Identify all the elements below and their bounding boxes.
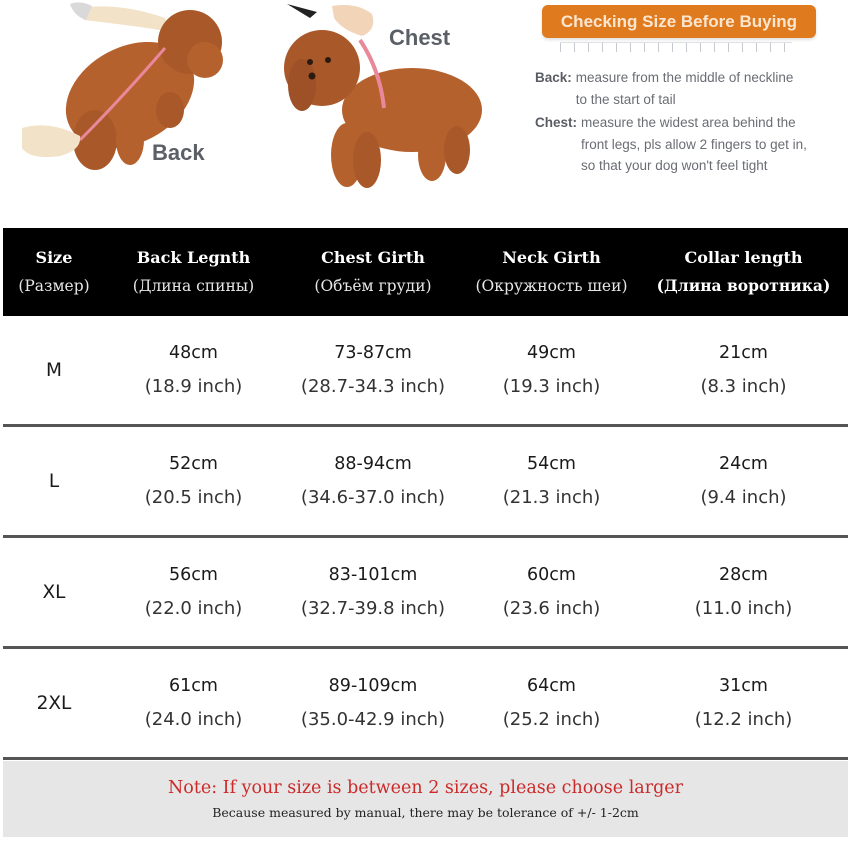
- size-note: [3, 761, 848, 837]
- guide-back-term: Back:: [535, 70, 572, 85]
- table-row: [3, 316, 848, 427]
- collar-length-cell: 21cm (8.3 inch): [700, 343, 787, 397]
- guide-chest-line: front legs, pls allow 2 fingers to get in,: [581, 136, 807, 152]
- guide-chest: [535, 112, 845, 177]
- note-main-text: Note: If your size is between 2 sizes, please choose larger: [167, 778, 684, 798]
- collar-length-cell: 31cm (12.2 inch): [694, 676, 793, 730]
- size-cell: M: [46, 359, 62, 381]
- back-measure-illustration: [0, 0, 260, 200]
- table-header: [3, 228, 848, 316]
- guide-back-line: measure from the middle of neckline: [575, 70, 794, 85]
- header-size: Size (Размер): [18, 248, 90, 295]
- neck-girth-cell: 54cm (21.3 inch): [502, 454, 601, 508]
- poodle-back-image-icon: [0, 0, 260, 200]
- size-cell: L: [48, 470, 60, 492]
- table-row: [3, 538, 848, 649]
- table-row: [3, 427, 848, 538]
- table-row: [3, 649, 848, 760]
- chest-girth-cell: 73-87cm (28.7-34.3 inch): [300, 343, 446, 397]
- back-length-cell: 56cm (22.0 inch): [144, 565, 243, 619]
- header-neck-girth: Neck Girth (Окружность шеи): [475, 248, 628, 295]
- size-chart-table: [3, 228, 848, 760]
- neck-girth-cell: 64cm (25.2 inch): [502, 676, 601, 730]
- back-length-cell: 52cm (20.5 inch): [144, 454, 243, 508]
- checking-size-banner: Checking Size Before Buying: [542, 5, 816, 38]
- ruler-icon: [560, 42, 792, 52]
- guide-back-line: to the start of tail: [575, 91, 676, 107]
- back-length-cell: 61cm (24.0 inch): [144, 676, 243, 730]
- guide-chest-line: measure the widest area behind the: [581, 115, 796, 130]
- neck-girth-cell: 60cm (23.6 inch): [502, 565, 601, 619]
- chest-girth-cell: 88-94cm (34.6-37.0 inch): [300, 454, 446, 508]
- guide-chest-line: so that your dog won't feel tight: [581, 158, 768, 173]
- chest-girth-cell: 83-101cm (32.7-39.8 inch): [300, 565, 446, 619]
- guide-back: [535, 67, 845, 110]
- header-collar-length: Collar length (Длина воротника): [656, 248, 831, 295]
- size-cell: 2XL: [36, 692, 72, 714]
- size-cell: XL: [42, 581, 66, 603]
- measurement-illustrations: [0, 0, 850, 210]
- header-back-length: Back Legnth (Длина спины): [132, 248, 255, 295]
- guide-instructions: [535, 67, 845, 177]
- guide-chest-term: Chest:: [535, 115, 578, 130]
- chest-girth-cell: 89-109cm (35.0-42.9 inch): [300, 676, 446, 730]
- back-length-cell: 48cm (18.9 inch): [144, 343, 243, 397]
- note-tolerance-text: Because measured by manual, there may be tolerance of +/- 1-2cm: [212, 805, 639, 820]
- collar-length-cell: 24cm (9.4 inch): [700, 454, 787, 508]
- collar-length-cell: 28cm (11.0 inch): [694, 565, 793, 619]
- header-chest-girth: Chest Girth (Объём груди): [314, 248, 432, 295]
- back-label: Back: [152, 140, 205, 165]
- neck-girth-cell: 49cm (19.3 inch): [502, 343, 601, 397]
- chest-label: Chest: [389, 25, 451, 50]
- size-guide-panel: [530, 0, 850, 195]
- chest-measure-illustration: [262, 0, 532, 200]
